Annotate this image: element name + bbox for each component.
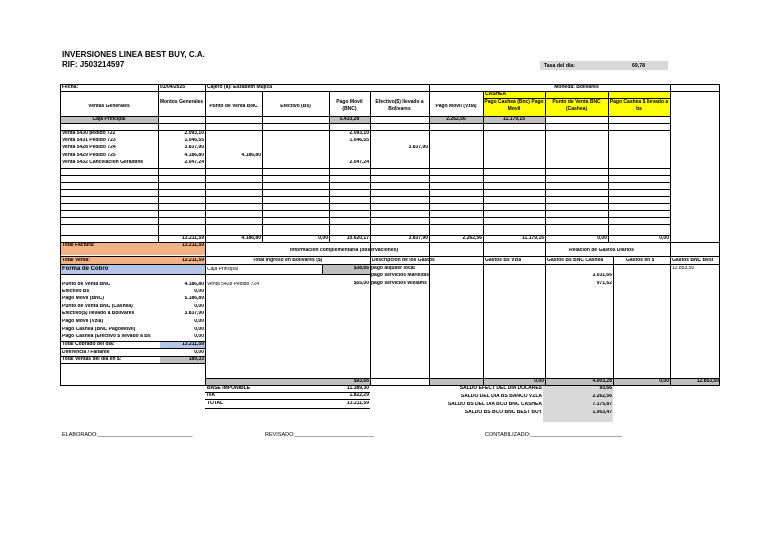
tax-value: 13.211,59 — [347, 401, 369, 406]
forma-item-note: Venta 5428 Pedido 724 — [207, 282, 259, 287]
ingreso-title: Total ingreso en Bolivares ($) — [252, 258, 323, 263]
gasto-monto: $55,00 — [353, 281, 369, 286]
saldo-value: 93,66 — [599, 386, 612, 391]
total-venta-value: 13.211,59 — [182, 258, 204, 263]
revisado-signature: REVISADO:__________________________ — [265, 432, 375, 438]
forma-item-value: 0,00 — [194, 327, 204, 332]
saldo-value: 2.262,56 — [592, 394, 612, 399]
caja-pmbnc: 5.433,28 — [339, 117, 360, 122]
gastos-usd-header: Gastos en $ — [626, 258, 655, 263]
gasto-desc: pago servicios Marleidis — [371, 273, 430, 278]
cashea-label: CASHEA — [485, 92, 507, 97]
caja-principal-small: Caja Principal — [207, 267, 238, 272]
forma-item-value: 0,00 — [194, 319, 204, 324]
rate-value: 69,78 — [632, 63, 645, 69]
forma-item-label: Efectivo($) llevado a Bolivares — [62, 311, 135, 316]
elaborado-signature: ELABORADO:_______________________________ — [62, 432, 193, 438]
company-name: INVERSIONES LINEA BEST BUY, C.A. — [62, 50, 205, 59]
total-factura-label: Total Factura: — [62, 243, 95, 248]
forma-item-label: Pago Cashea (Efectivo $ llevado a Bs — [62, 334, 151, 339]
forma-item-value: 189,33 — [188, 357, 204, 362]
row-montos: 2.047,24 — [184, 160, 204, 165]
fecha-value: 01/04/2025 — [160, 85, 186, 90]
total-montos: 13.211,59 — [182, 236, 204, 241]
forma-item-value: 3.837,90 — [184, 311, 204, 316]
caja-pmvzla: 2.262,56 — [446, 117, 466, 122]
summary-usd: $93,66 — [353, 379, 369, 384]
row-montos: 3.837,90 — [184, 145, 204, 150]
col-pvcashea: Punto de Venta BNC (Cashea) — [552, 99, 601, 112]
col-pvbnc: Punto de Venta BNC — [209, 104, 258, 109]
col-ventas: Ventas Generales — [88, 104, 130, 109]
total-efectivo: 0,00 — [318, 236, 328, 241]
fecha-label: Fecha: — [62, 85, 79, 90]
gasto-desc: pago servicios williams — [371, 281, 427, 286]
row-pmbnc: 1.046,55 — [349, 138, 369, 143]
forma-item-label: Pago Movil (BNC) — [62, 296, 104, 301]
gasto-bncbest: 12.853,50 — [672, 266, 695, 271]
gasto-bsbnc: 3.031,66 — [592, 273, 612, 278]
forma-item-value: 13.211,59 — [182, 342, 204, 347]
row-label: Venta 5432 Cancelacion Geraldine — [62, 160, 144, 165]
forma-item-label: Total Cobrado del dia: — [62, 342, 115, 347]
row-pmbnc: 2.047,24 — [349, 160, 369, 165]
forma-item-label: Punto de Venta BNC (Cashea) — [62, 304, 133, 309]
summary-bncbest: 12.853,50 — [696, 379, 719, 384]
caja-pcashea: 11.179,15 — [503, 117, 525, 122]
total-pcashea-usd: 0,00 — [659, 236, 669, 241]
gastos-bncbest-header: Gastos BNC Best — [672, 258, 714, 263]
saldo-label: SALDO EFECT DEL DIA DOLARES — [459, 386, 542, 391]
summary-bsvzla: 0,00 — [534, 379, 544, 384]
total-efect: 3.837,90 — [408, 236, 428, 241]
col-pmbnc: Pago Movil (BNC) — [336, 99, 363, 112]
saldo-label: SALDO BS DEL DIA BCO BNC CASHEA — [447, 402, 542, 407]
col-efect-llevado: Efectivo($) llevado a Bolivares — [375, 99, 424, 112]
relacion-gastos-title: Relacion de Gastos Diarios — [569, 248, 634, 253]
forma-item-label: Pago Cashea (BNC PagoMovil) — [62, 327, 136, 332]
tax-value: 1.822,29 — [349, 393, 369, 398]
total-venta-label: Total Venta: — [62, 258, 90, 263]
total-pvcashea: 0,00 — [597, 236, 607, 241]
rate-label: Tasa del dia: — [544, 63, 576, 69]
row-pmbnc: 2.093,10 — [349, 131, 369, 136]
cajero: Cajero (a): Elizabeth Mujica — [207, 85, 273, 90]
row-label: Venta 5430 pedido 722 — [62, 131, 116, 136]
row-label: Venta 5429 Pedido 725 — [62, 153, 116, 158]
forma-item-label: Pago Movil (Vzla) — [62, 319, 104, 324]
row-montos: 1.046,55 — [184, 138, 204, 143]
gasto-desc: pago alquiler local — [371, 266, 415, 271]
saldo-label: SALDO DEL DIA BS BANCO VZLA — [460, 394, 542, 399]
forma-item-value: 0,00 — [194, 350, 204, 355]
forma-item-value: 0,00 — [194, 304, 204, 309]
row-montos: 4.186,80 — [184, 153, 204, 158]
saldo-value: 1.953,47 — [592, 410, 612, 415]
total-pmvzla: 2.262,56 — [462, 236, 482, 241]
row-label: Venta 5428 Pedido 724 — [62, 145, 116, 150]
col-pcashea-usd: Pago Cashea $ llevado a bs — [609, 99, 669, 112]
saldo-label: SALDO BS BCO BNC BEST BUY — [464, 410, 542, 415]
forma-item-label: Punto de Venta BNC — [62, 282, 111, 287]
tax-label: IVA — [207, 393, 215, 398]
saldo-value: 7.175,87 — [592, 402, 612, 407]
row-montos: 2.093,10 — [184, 131, 204, 136]
forma-item-value: 5.186,89 — [184, 296, 204, 301]
forma-item-label: Total Ventas del dia en $: — [62, 357, 122, 362]
gastos-bsbnc-header: Gastos Bs BNC Cashea — [547, 258, 604, 263]
forma-item-label: Efectivo Bs — [62, 289, 90, 294]
row-pvbnc: 4.186,80 — [241, 153, 261, 158]
col-pmvzla: Pago Movil (Vzla) — [435, 104, 477, 109]
total-pcashea: 11.179,15 — [522, 236, 544, 241]
info-complementaria: Informacion complementaria (observaciones) — [289, 248, 399, 253]
col-montos: Montos Generales — [159, 99, 204, 105]
forma-item-label: Diferencia / Faltante — [62, 350, 110, 355]
total-pvbnc: 4.186,80 — [241, 236, 261, 241]
row-efect: 3.837,90 — [408, 145, 428, 150]
total-pmbnc: 10.620,17 — [346, 236, 369, 241]
caja-label: Caja Principal — [92, 117, 126, 122]
col-pcashea: Pago Cashea (Bnc) Pago Movil — [484, 99, 544, 112]
gastos-desc-header: Descripcion de los Gastos — [372, 258, 435, 263]
forma-item-value: 0,00 — [194, 334, 204, 339]
gasto-bsbnc: 971,62 — [596, 281, 612, 286]
summary-bsbnc: 4.003,28 — [592, 379, 612, 384]
moneda: Moneda: Bolivares — [554, 85, 599, 90]
company-rif: RIF: J503214597 — [62, 60, 125, 69]
row-label: Venta 5431 Pedido 723 — [62, 138, 116, 143]
tax-label: TOTAL — [207, 401, 224, 406]
tax-label: BASE IMPONIBLE — [207, 386, 251, 391]
contabilizado-signature: CONTABILIZADO:______________________________ — [485, 432, 623, 438]
col-efectivo: Efectivo (Bs) — [280, 104, 311, 109]
forma-item-value: 0,00 — [194, 289, 204, 294]
gasto-monto: $38,66 — [353, 266, 369, 271]
summary-usd2: 0,00 — [659, 379, 669, 384]
forma-cobro-title: Forma de Cobro — [62, 266, 109, 272]
forma-item-value: 4.186,80 — [184, 282, 204, 287]
tax-value: 11.389,30 — [347, 386, 369, 391]
total-factura-value: 13.211,59 — [182, 243, 204, 248]
gastos-bsvzla-header: Gastos Bs Vzla — [485, 258, 522, 263]
